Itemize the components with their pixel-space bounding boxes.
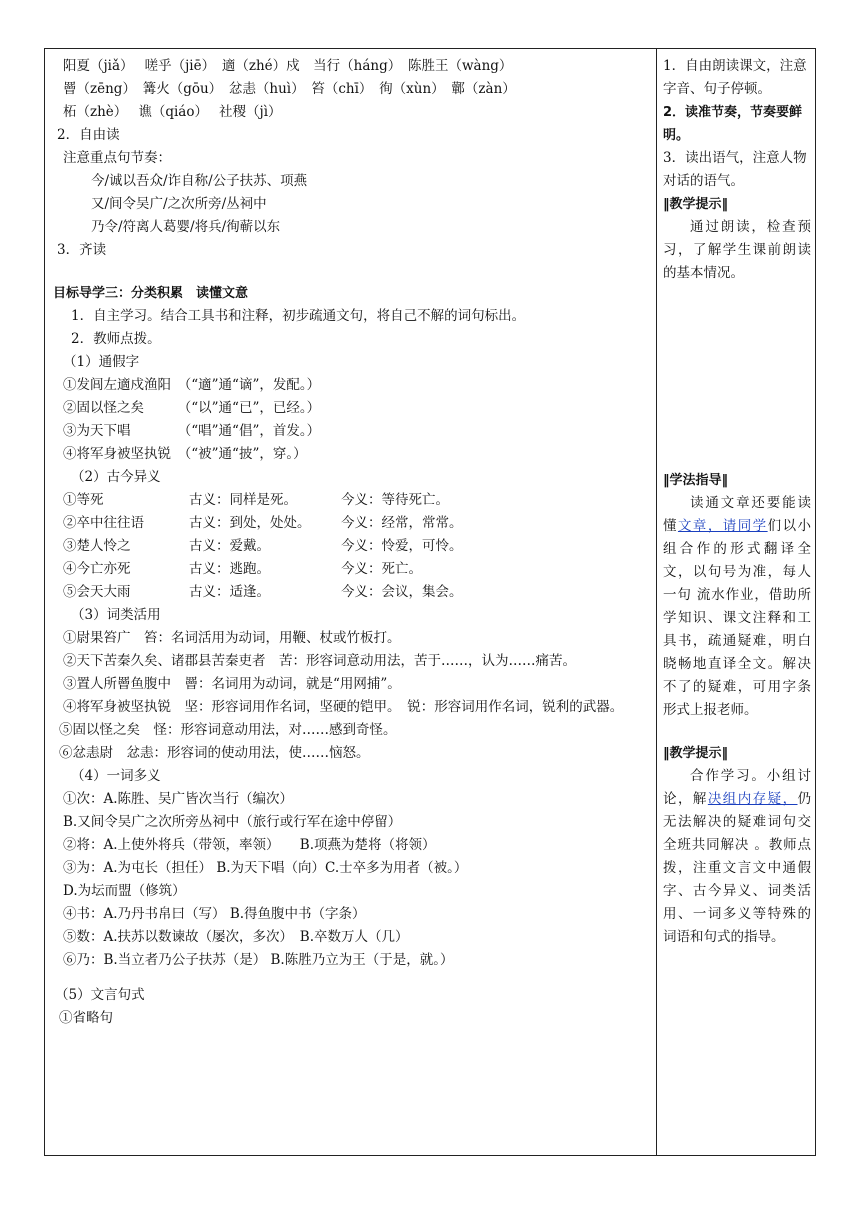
gujin-title: （2）古今异义 (71, 469, 161, 485)
gujin-word: ④今亡亦死 (63, 561, 131, 577)
teaching-tip-title: ‖教学提示‖ (663, 746, 729, 761)
jushi-title: （5）文言句式 (55, 987, 145, 1003)
huoyong-item: ③置人所罾鱼腹中 罾：名词用为动词，就是“用网捕”。 (63, 676, 401, 692)
rhythm-line: 乃令/符离人葛婴/将兵/徇蕲以东 (91, 219, 281, 235)
teaching-tip-post: 仍无法解决的疑难词句交全班共同解决 。教师点拨，注重文言文中通假字、古今异义、词类活用、一词多义等特殊的词语和句式的指导。 (663, 791, 812, 945)
huoyong-item: ④将军身被坚执锐 坚：形容词用作名词，坚硬的铠甲。 锐：形容词用作名词，锐利的武器。 (63, 699, 624, 715)
study-guide-title: ‖学法指导‖ (663, 473, 729, 488)
column-divider (656, 49, 657, 1155)
study-guide-text (663, 492, 811, 722)
gujin-new: 今义：死亡。 (341, 561, 422, 577)
huoyong-item: ⑥忿恚尉 忿恚：形容词的使动用法，使……恼怒。 (59, 745, 370, 761)
yiduo-item: ⑥乃：B.当立者乃公子扶苏（是） B.陈胜乃立为王（于是，就。） (63, 952, 454, 968)
gujin-new: 今义：怜爱，可怜。 (341, 538, 463, 554)
huoyong-item: ⑤固以怪之矣 怪：形容词意动用法，对……感到奇怪。 (59, 722, 397, 738)
yiduo-item: ①次：A.陈胜、吴广皆次当行（编次） (63, 791, 294, 807)
huoyong-item: ②天下苦秦久矣、诸郡县苦秦吏者 苦：形容词意动用法，苦于……，认为……痛苦。 (63, 653, 576, 669)
gujin-old: 古义：逃跑。 (189, 561, 270, 577)
yiduo-item: ②将：A.上使外将兵（带领，率领） B.项燕为楚将（将领） (63, 837, 436, 853)
teaching-tip-title: ‖教学提示‖ (663, 197, 729, 212)
teaching-tip-pre: 合作学习。小组讨论，解 (663, 768, 811, 807)
teaching-tip-link[interactable]: 决组内存疑， (707, 791, 798, 807)
goal-item: 2．读准节奏，节奏要鲜明。 (663, 105, 803, 143)
gujin-row (53, 558, 649, 581)
gujin-new: 今义：经常，常常。 (341, 515, 463, 531)
pinyin-line: 罾（zēng） 篝火（gōu） 忿恚（huì） 笞（chī） 徇（xùn） 鄿（zàn） (63, 81, 516, 97)
tongjia-item: ②固以怪之矣 （“以”通“已”，已经。） (63, 400, 321, 416)
yiduo-item: D.为坛而盟（修筑） (63, 883, 186, 899)
yiduo-item: ⑤数：A.扶苏以数谏故（屡次，多次） B.卒数万人（几） (63, 929, 409, 945)
step-item: 1．自主学习。结合工具书和注释，初步疏通文句，将自己不解的词句标出。 (71, 308, 526, 324)
rhythm-line: 今/诚以吾众/诈自称/公子扶苏、项燕 (91, 173, 308, 189)
gujin-new: 今义：等待死亡。 (341, 492, 449, 508)
gujin-old: 古义：同样是死。 (189, 492, 297, 508)
read-together-heading: 3．齐读 (57, 242, 107, 258)
main-column (53, 55, 649, 1030)
side-column (663, 55, 811, 949)
goal-item: 3．读出语气，注意人物对话的语气。 (663, 150, 807, 189)
gujin-row (53, 489, 649, 512)
gujin-row (53, 581, 649, 604)
gujin-old: 古义：到处，处处。 (189, 515, 311, 531)
gujin-word: ⑤会天大雨 (63, 584, 131, 600)
teaching-tip-text (663, 765, 811, 949)
lesson-table (44, 48, 816, 1156)
gujin-old: 古义：适逢。 (189, 584, 270, 600)
pinyin-line: 柘（zhè） 谯（qiáo） 社稷（jì） (63, 104, 282, 120)
study-guide-pre: 读通文章还要能读懂 (663, 495, 811, 534)
gujin-new: 今义：会议，集会。 (341, 584, 463, 600)
step-item: 2．教师点拨。 (71, 331, 161, 347)
tongjia-item: ④将军身被坚执锐 （“被”通“披”，穿。） (63, 446, 307, 462)
gujin-row (53, 535, 649, 558)
gujin-old: 古义：爱戴。 (189, 538, 270, 554)
tongjia-title: （1）通假字 (63, 354, 140, 370)
huoyong-title: （3）词类活用 (71, 607, 161, 623)
gujin-word: ③楚人怜之 (63, 538, 131, 554)
teaching-tip-text: 通过朗读，检查预习，了解学生课前朗读的基本情况。 (663, 219, 811, 281)
study-guide-link[interactable]: 文章，请同学 (677, 518, 768, 534)
yiduo-item: ③为：A.为屯长（担任） B.为天下唱（向）C.士卒多为用者（被。） (63, 860, 468, 876)
pinyin-line: 阳夏（jiǎ） 嗟乎（jiē） 適（zhé）戍 当行（háng） 陈胜王（wàng） (63, 58, 513, 74)
yiduo-item: ④书：A.乃丹书帛曰（写） B.得鱼腹中书（字条） (63, 906, 366, 922)
read-free-heading: 2．自由读 (57, 127, 120, 143)
yiduo-item: B.又间令吴广之次所旁丛祠中（旅行或行军在途中停留） (63, 814, 402, 830)
huoyong-item: ①尉果笞广 笞：名词活用为动词，用鞭、杖或竹板打。 (63, 630, 401, 646)
study-guide-post: 们以小组合作的形式翻译全文，以句号为准，每人一句 流水作业，借助所学知识、课文注释和工具书，疏通疑难，明白晓畅地直译全文。解决不了的疑难，可用字条形式上报老师。 (663, 518, 812, 718)
gujin-word: ②卒中往往语 (63, 515, 144, 531)
tongjia-item: ③为天下唱 （“唱”通“倡”，首发。） (63, 423, 321, 439)
tongjia-item: ①发闾左適戍渔阳 （“適”通“谪”，发配。） (63, 377, 321, 393)
rhythm-note: 注意重点句节奏： (63, 150, 171, 166)
rhythm-line: 又/间令吴广/之次所旁/丛祠中 (91, 196, 267, 212)
gujin-row (53, 512, 649, 535)
yiduo-title: （4）一词多义 (71, 768, 161, 784)
gujin-word: ①等死 (63, 492, 104, 508)
goal-item: 1．自由朗读课文，注意字音、句子停顿。 (663, 58, 807, 97)
section3-title: 目标导学三：分类积累 读懂文意 (53, 286, 249, 301)
jushi-item: ①省略句 (59, 1010, 113, 1026)
